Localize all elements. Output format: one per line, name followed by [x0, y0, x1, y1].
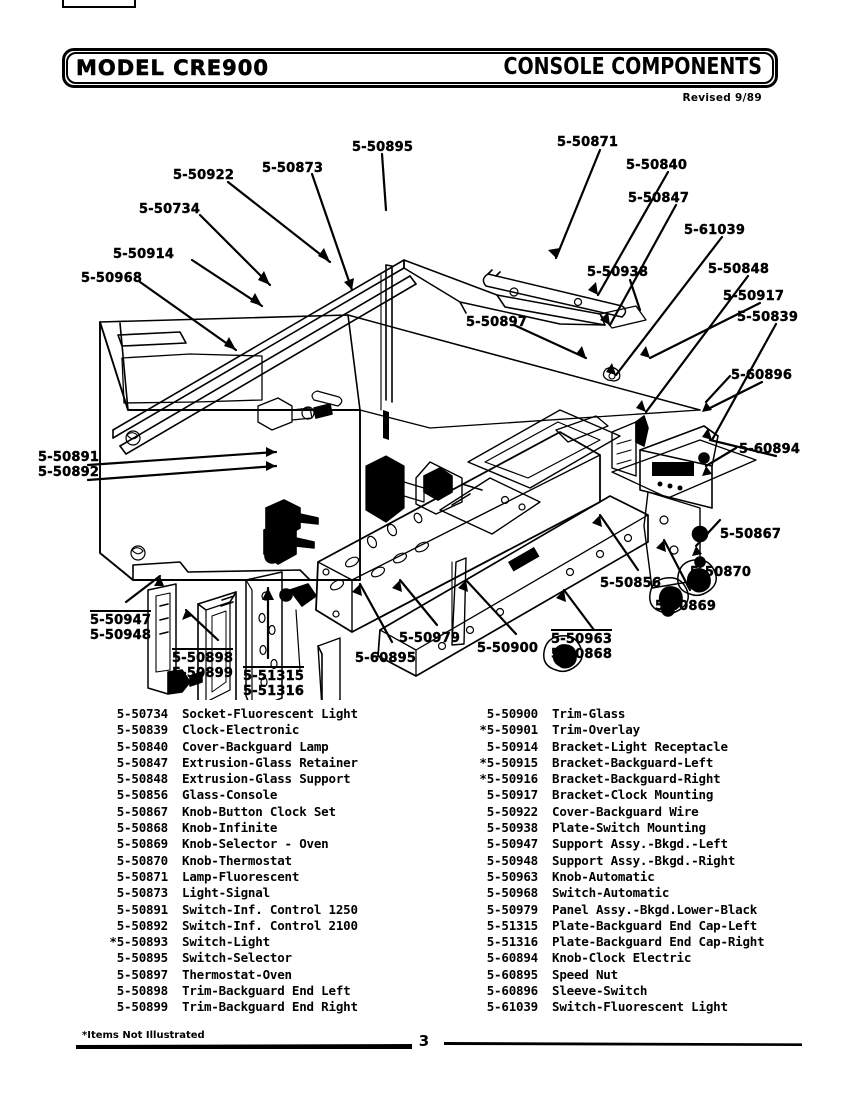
part-number: 5-50869	[116, 836, 168, 852]
part-description: Switch-Selector	[182, 950, 292, 966]
callout-group-5-50963-5-50868	[551, 629, 612, 662]
part-description: Panel Assy.-Bkgd.Lower-Black	[552, 901, 758, 917]
callout-group-5-50898-5-50899	[172, 648, 233, 681]
revision-date: Revised 9/89	[682, 92, 762, 104]
part-description: Extrusion-Glass Retainer	[182, 754, 358, 770]
parts-list-row	[452, 820, 802, 836]
callout-5-50898: 5-50898	[172, 651, 234, 666]
part-number: 5-50839	[116, 722, 168, 738]
parts-list-row	[452, 983, 802, 999]
callout-5-50847: 5-50847	[628, 191, 690, 206]
part-number: 5-50847	[116, 754, 168, 770]
part-number: *5-50916	[479, 771, 538, 787]
callout-5-50895: 5-50895	[352, 140, 414, 155]
callout-5-50900: 5-50900	[477, 641, 539, 656]
part-number: *5-50915	[479, 754, 538, 770]
callout-5-50856: 5-50856	[600, 576, 662, 591]
part-number: 5-50895	[116, 950, 168, 966]
part-number: 5-50897	[116, 966, 168, 982]
part-description: Knob-Infinite	[182, 820, 278, 836]
part-description: Lamp-Fluorescent	[182, 868, 300, 884]
part-number: 5-50899	[116, 999, 168, 1015]
parts-list-right-column	[452, 706, 802, 1016]
part-number: 5-50848	[116, 771, 168, 787]
parts-list-row	[452, 885, 802, 901]
callout-group-5-50947-5-50948	[90, 610, 151, 643]
part-description: Thermostat-Oven	[182, 966, 292, 982]
callout-5-51316: 5-51316	[243, 684, 305, 699]
parts-list-row	[452, 902, 802, 918]
part-description: Switch-Automatic	[552, 885, 670, 901]
part-description: Support Assy.-Bkgd.-Left	[552, 836, 728, 852]
crop-mark	[62, 0, 136, 8]
callout-5-50968: 5-50968	[81, 271, 143, 286]
callout-5-60896: 5-60896	[731, 368, 793, 383]
callout-5-50963: 5-50963	[551, 632, 613, 647]
part-number: 5-50892	[116, 917, 168, 933]
parts-list-row	[82, 771, 412, 787]
parts-list-row	[452, 787, 802, 803]
part-number: 5-50948	[486, 852, 538, 868]
parts-list-row	[82, 934, 412, 950]
parts-list-row	[452, 771, 802, 787]
parts-list-row	[452, 918, 802, 934]
part-description: Plate-Switch Mounting	[552, 820, 706, 836]
callout-5-50870: 5-50870	[690, 565, 752, 580]
part-description: Trim-Backguard End Right	[182, 999, 358, 1015]
parts-list-row	[452, 804, 802, 820]
parts-list-row	[82, 902, 412, 918]
part-description: Trim-Overlay	[552, 722, 640, 738]
callout-5-50922: 5-50922	[173, 168, 235, 183]
part-number: 5-50868	[116, 820, 168, 836]
parts-list-row	[82, 739, 412, 755]
part-description: Knob-Automatic	[552, 868, 655, 884]
part-number: 5-50867	[116, 803, 168, 819]
part-description: Socket-Fluorescent Light	[182, 706, 358, 721]
part-description: Glass-Console	[182, 787, 278, 803]
part-description: Trim-Backguard End Left	[182, 983, 351, 999]
callout-5-50848: 5-50848	[708, 262, 770, 277]
part-number: 5-50914	[486, 738, 538, 754]
callout-5-50868: 5-50868	[551, 647, 613, 662]
part-number: 5-50870	[116, 852, 168, 868]
callout-5-50840: 5-50840	[626, 158, 688, 173]
page-title-model: MODEL CRE900	[76, 56, 269, 80]
part-description: Switch-Inf. Control 2100	[182, 917, 358, 933]
parts-list-row	[452, 706, 802, 722]
parts-list-row	[452, 999, 802, 1015]
callout-5-50948: 5-50948	[90, 628, 152, 643]
callout-5-50914: 5-50914	[113, 247, 175, 262]
parts-list-row	[82, 722, 412, 738]
parts-list-row	[82, 885, 412, 901]
parts-list-row	[452, 869, 802, 885]
part-number: *5-50901	[479, 722, 538, 738]
part-number: 5-60896	[486, 983, 538, 999]
footnote-items-not-illustrated: *Items Not Illustrated	[82, 1030, 205, 1041]
callout-5-50897: 5-50897	[466, 315, 528, 330]
part-description: Cover-Backguard Wire	[552, 803, 699, 819]
part-description: Switch-Inf. Control 1250	[182, 901, 358, 917]
parts-list-row	[452, 739, 802, 755]
callout-5-60894: 5-60894	[739, 442, 801, 457]
part-description: Sleeve-Switch	[552, 983, 648, 999]
page-title-section: CONSOLE COMPONENTS	[503, 54, 762, 80]
part-description: Trim-Glass	[552, 706, 626, 721]
part-description: Clock-Electronic	[182, 722, 300, 738]
part-number: 5-50871	[116, 868, 168, 884]
callout-5-50899: 5-50899	[172, 666, 234, 681]
part-number: 5-50898	[116, 983, 168, 999]
part-number: 5-61039	[486, 999, 538, 1015]
parts-list-row	[452, 950, 802, 966]
callout-5-50947: 5-50947	[90, 613, 152, 628]
parts-list-row	[82, 820, 412, 836]
part-number: 5-50873	[116, 885, 168, 901]
part-description: Cover-Backguard Lamp	[182, 738, 329, 754]
callout-group-5-50891-5-50892	[38, 450, 99, 480]
parts-list-row	[452, 853, 802, 869]
parts-list-row	[452, 836, 802, 852]
parts-list-row	[82, 983, 412, 999]
part-number: 5-50891	[116, 901, 168, 917]
parts-list-row	[82, 967, 412, 983]
part-number: 5-50900	[486, 706, 538, 721]
parts-list-row	[452, 934, 802, 950]
parts-list-row	[82, 787, 412, 803]
part-number: *5-50893	[109, 934, 168, 950]
part-number: 5-60895	[486, 966, 538, 982]
callout-5-50839: 5-50839	[737, 310, 799, 325]
part-description: Light-Signal	[182, 885, 270, 901]
part-description: Plate-Backguard End Cap-Right	[552, 934, 765, 950]
callout-5-51315: 5-51315	[243, 669, 305, 684]
parts-list-row	[82, 950, 412, 966]
callout-5-50938: 5-50938	[587, 265, 649, 280]
part-number: 5-50938	[486, 820, 538, 836]
callout-5-50867: 5-50867	[720, 527, 782, 542]
callout-5-50891: 5-50891	[38, 450, 100, 465]
part-description: Speed Nut	[552, 966, 618, 982]
part-description: Bracket-Clock Mounting	[552, 787, 714, 803]
part-description: Knob-Selector - Oven	[182, 836, 329, 852]
part-description: Knob-Thermostat	[182, 852, 292, 868]
part-description: Plate-Backguard End Cap-Left	[552, 917, 758, 933]
part-description: Switch-Light	[182, 934, 270, 950]
parts-list-row	[452, 755, 802, 771]
part-description: Bracket-Backguard-Left	[552, 754, 714, 770]
parts-list	[0, 706, 848, 1036]
parts-list-row	[82, 836, 412, 852]
callout-5-61039: 5-61039	[684, 223, 746, 238]
parts-list-row	[82, 918, 412, 934]
parts-list-row	[82, 853, 412, 869]
part-description: Knob-Clock Electric	[552, 950, 692, 966]
parts-list-row	[452, 722, 802, 738]
parts-list-row	[82, 999, 412, 1015]
part-number: 5-50947	[486, 836, 538, 852]
callout-5-50734: 5-50734	[139, 202, 201, 217]
parts-list-row	[452, 967, 802, 983]
part-number: 5-50840	[116, 738, 168, 754]
parts-list-row	[82, 869, 412, 885]
callout-5-50873: 5-50873	[262, 161, 324, 176]
part-description: Extrusion-Glass Support	[182, 771, 351, 787]
part-description: Support Assy.-Bkgd.-Right	[552, 852, 736, 868]
callout-5-50892: 5-50892	[38, 465, 100, 480]
part-number: 5-50917	[486, 787, 538, 803]
page-number: 3	[418, 1032, 430, 1050]
part-number: 5-50856	[116, 787, 168, 803]
callout-5-50871: 5-50871	[557, 135, 619, 150]
part-number: 5-50734	[116, 706, 168, 721]
callout-5-50979: 5-50979	[399, 631, 461, 646]
part-description: Switch-Fluorescent Light	[552, 999, 728, 1015]
part-number: 5-51315	[486, 917, 538, 933]
callout-5-50869: 5-50869	[655, 599, 717, 614]
parts-list-row	[82, 755, 412, 771]
part-number: 5-60894	[486, 950, 538, 966]
parts-list-left-column	[82, 706, 412, 1016]
part-number: 5-50968	[486, 885, 538, 901]
callout-5-50917: 5-50917	[723, 289, 785, 304]
exploded-parts-diagram	[0, 110, 848, 700]
part-description: Bracket-Light Receptacle	[552, 738, 728, 754]
part-number: 5-50963	[486, 868, 538, 884]
part-description: Knob-Button Clock Set	[182, 803, 336, 819]
part-number: 5-50922	[486, 803, 538, 819]
part-number: 5-51316	[486, 934, 538, 950]
parts-list-row	[82, 804, 412, 820]
callout-5-60895: 5-60895	[355, 651, 417, 666]
part-number: 5-50979	[486, 901, 538, 917]
parts-list-row	[82, 706, 412, 722]
callout-group-5-51315-5-51316	[243, 666, 304, 699]
part-description: Bracket-Backguard-Right	[552, 771, 721, 787]
